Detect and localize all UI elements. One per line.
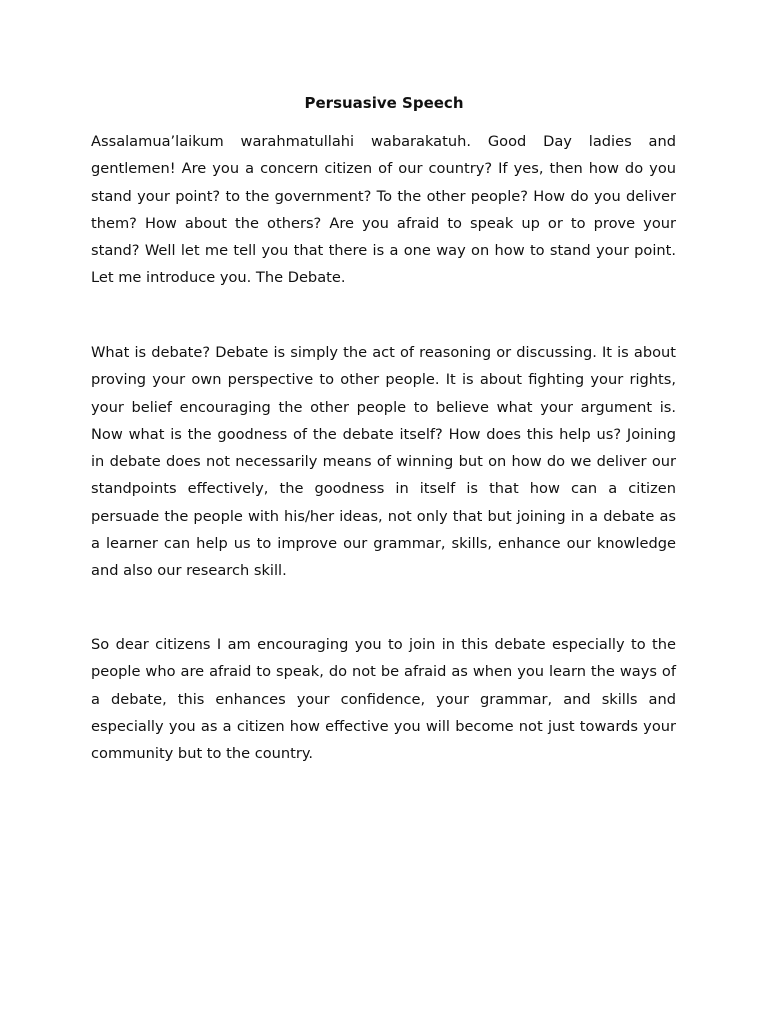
document-title: Persuasive Speech — [304, 94, 464, 112]
paragraph-introduction: Assalamua’laikum warahmatullahi wabarakatuh. Good Day ladies and gentlemen! Are you a concern citizen of our country? If yes, then how do you stand your point? to the government? To the other people? How do you deliver them? How about the others? Are you afraid to speak up or to prove your stand? Well let me tell you that there is a one way on how to stand your point. Let me introduce you. The Debate. — [91, 133, 676, 287]
paragraph-what-is-debate: What is debate? Debate is simply the act of reasoning or discussing. It is about proving your own perspective to other people. It is about fighting your rights, your belief encouraging the other people to believe what your argument is. Now what is the goodness of the debate itself? How does this help us? Joining in debate does not necessarily means of winning but on how do we deliver our standpoints effectively, the goodness in itself is that how can a citizen persuade the people with his/her ideas, not only that but joining in a debate as a learner can help us to improve our grammar, skills, enhance our knowledge and also our research skill. — [91, 344, 676, 580]
paragraph-conclusion: So dear citizens I am encouraging you to join in this debate especially to the people who are afraid to speak, do not be afraid as when you learn the ways of a debate, this enhances your confidence, your grammar, and skills and especially you as a citizen how effective you will become not just towards your community but to the country. — [91, 636, 676, 763]
